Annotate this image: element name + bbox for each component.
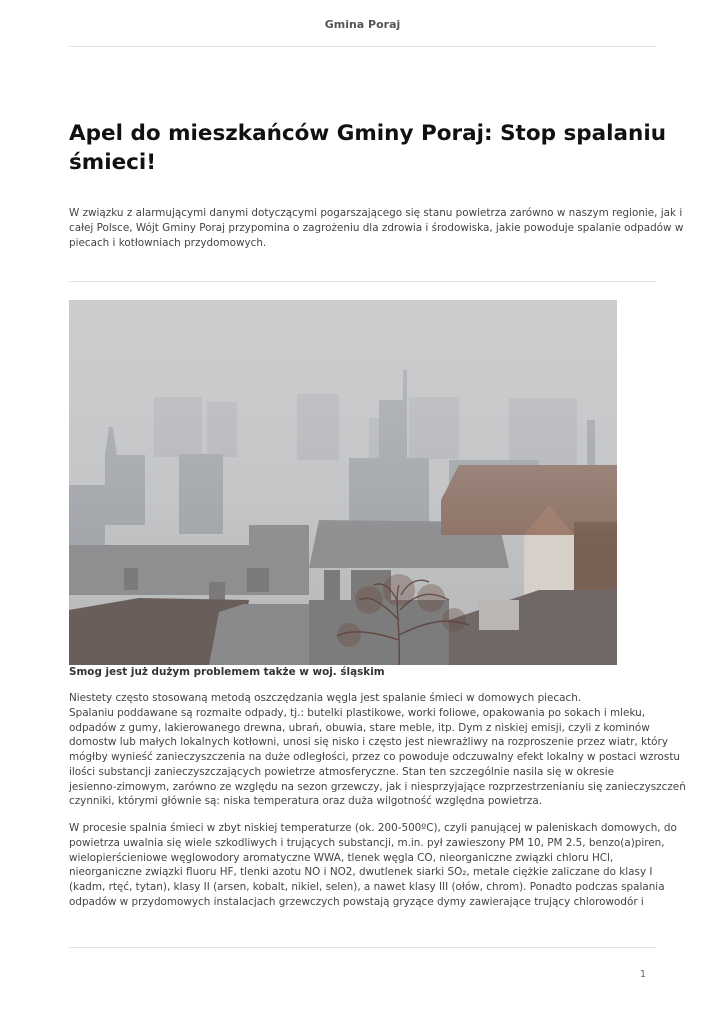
intro-line: piecach i kotłowniach przydomowych. [69,237,267,250]
paragraph-line: W procesie spalnia śmieci w zbyt niskiej temperaturze (ok. 200-500ºC), czyli panującej w paleniskach domowych, do [69,822,677,834]
paragraph-line: odpadów w przydomowych instalacjach grzewczych powstają gryzące dymy zawierające trujący chlorowodór i [69,895,644,908]
article-intro [69,206,684,252]
article-title [69,119,667,177]
paragraph-line: (kadm, rtęć, tytan), klasy II (arsen, kobalt, nikiel, selen), a nawet klasy III (ołów, chrom). Ponadto podczas spalania [69,881,665,893]
intro-line: całej Polsce, Wójt Gminy Poraj przypomina o zagrożeniu dla zdrowia i środowiska, jakie powoduje spalanie odpadów w [69,222,684,235]
section-divider [69,281,656,282]
paragraph-line: Niestety często stosowaną metodą oszczędzania węgla jest spalanie śmieci w domowych piecach. [69,692,582,704]
paragraph-line: odpadów z gumy, lakierowanego drewna, ubrań, obuwia, stare meble, itp. Dym z niskiej emisji, czyli z kominów [69,721,650,734]
site-name: Gmina Poraj [324,18,401,31]
title-line: Apel do mieszkańców Gminy Poraj: Stop spalaniu [69,121,667,146]
paragraph-line: czynniki, którymi głównie są: niska temperatura oraz duża wilgotność względna powietrza. [69,795,543,808]
title-line: śmieci! [69,150,157,175]
paragraph-line: nieorganiczne związki fluoru HF, tlenki azotu NO i NO2, dwutlenek siarki SO₂, metale ciężkie zaliczane do klasy I [69,866,653,879]
smog-over-town-photo [69,300,617,665]
paragraph-line: Spalaniu poddawane są rozmaite odpady, tj.: butelki plastikowe, worki foliowe, opakowania po sokach i mleku, [69,706,646,719]
paragraph-line: jesienno-zimowym, zarówno ze względu na sezon grzewczy, jak i niesprzyjające rozprzestrzenianiu się zanieczyszczeń [69,780,686,793]
paragraph-line: powietrza uwalnia się wiele szkodliwych i trujących substancji, m.in. pył zawieszony PM 10, PM 2.5, benzo(a)piren, [69,836,665,849]
intro-line: W związku z alarmującymi danymi dotyczącymi pogarszającego się stanu powietrza zarówno w naszym regionie, jak i [69,207,683,219]
paragraph-line: mógłby wynieść zanieczyszczenia na duże odległości, przez co powoduje odczuwalny efekt lokalny w postaci wzrostu [69,751,680,763]
article-paragraph [69,691,686,809]
article-paragraph [69,821,677,910]
paragraph-line: wielopierścieniowe węglowodory aromatyczne WWA, tlenek węgla CO, nieorganiczne związki chloru HCl, [69,851,614,864]
paragraph-line: domostw lub małych lokalnych kotłowni, unosi się nisko i często jest niewrażliwy na rozproszenie przez wiatr, który [69,736,668,749]
footer-divider [69,947,656,948]
photo-caption: Smog jest już dużym problemem także w woj. śląskim [69,666,385,678]
page-number: 1 [639,969,646,980]
paragraph-line: ilości substancji zanieczyszczających powietrze atmosferyczne. Stan ten szczególnie nasila się w okresie [69,765,615,778]
page-header [69,0,656,47]
